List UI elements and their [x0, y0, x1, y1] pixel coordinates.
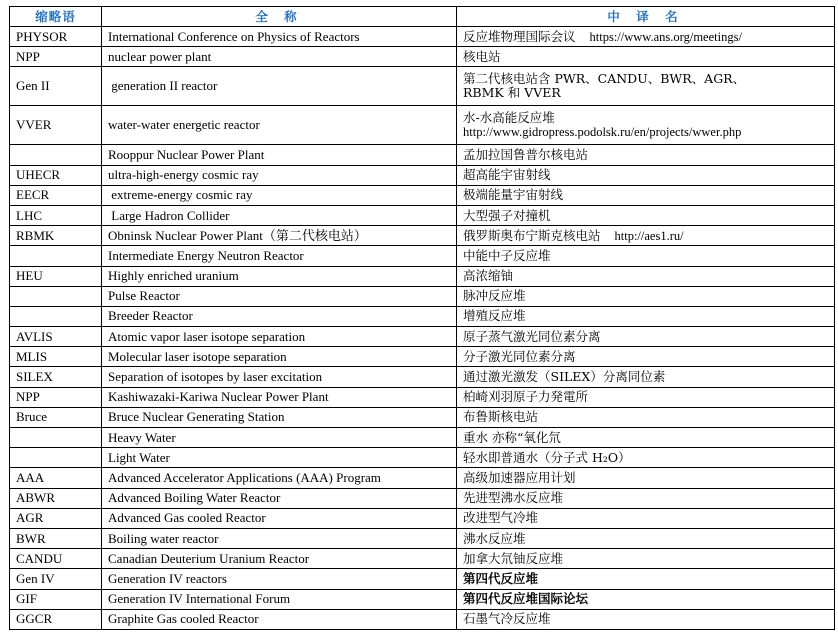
chinese-name-cell — [457, 347, 835, 367]
abbreviation-cell: SILEX — [10, 367, 102, 387]
chinese-name-cell — [457, 488, 835, 508]
chinese-name-cell — [457, 428, 835, 448]
table-row — [10, 27, 835, 47]
chinese-name-cell — [457, 286, 835, 306]
abbreviation-cell: AAA — [10, 468, 102, 488]
chinese-name-cell — [457, 569, 835, 589]
full-name-cell: Intermediate Energy Neutron Reactor — [102, 246, 457, 266]
chinese-name: 先进型沸水反应堆 — [463, 490, 564, 506]
full-name-cell: International Conference on Physics of Reactors — [102, 27, 457, 47]
chinese-name: 水-水高能反应堆 — [463, 110, 555, 126]
full-name-cell: Generation IV reactors — [102, 569, 457, 589]
abbreviation-cell: HEU — [10, 266, 102, 286]
header-row — [10, 7, 835, 27]
glossary-table — [9, 6, 835, 630]
table-row — [10, 468, 835, 488]
full-name-cell: Graphite Gas cooled Reactor — [102, 609, 457, 629]
chinese-name-line-2: http://www.gidropress.podolsk.ru/en/projects/wwer.php — [463, 125, 742, 140]
chinese-name-cell — [457, 27, 835, 47]
abbreviation-cell: NPP — [10, 47, 102, 67]
table-row — [10, 448, 835, 468]
full-name-cell: ultra-high-energy cosmic ray — [102, 165, 457, 185]
full-name-cell: Obninsk Nuclear Power Plant（第二代核电站） — [102, 226, 457, 246]
full-name-cell: Heavy Water — [102, 428, 457, 448]
abbreviation-cell: Gen II — [10, 67, 102, 106]
chinese-name: 高级加速器应用计划 — [463, 469, 576, 485]
abbreviation-cell: RBMK — [10, 226, 102, 246]
chinese-name: 反应堆物理国际会议 — [463, 28, 576, 44]
table-row — [10, 327, 835, 347]
abbreviation-cell: PHYSOR — [10, 27, 102, 47]
table-row — [10, 428, 835, 448]
table-row — [10, 165, 835, 185]
table-row — [10, 407, 835, 427]
chinese-name: 柏崎刈羽原子力発電所 — [463, 389, 589, 405]
table-row — [10, 387, 835, 407]
chinese-name-cell — [457, 528, 835, 548]
abbreviation-cell: GGCR — [10, 609, 102, 629]
abbreviation-cell: BWR — [10, 528, 102, 548]
full-name-cell: Kashiwazaki-Kariwa Nuclear Power Plant — [102, 387, 457, 407]
full-name-cell: Advanced Boiling Water Reactor — [102, 488, 457, 508]
full-name-cell: Generation IV International Forum — [102, 589, 457, 609]
table-row — [10, 589, 835, 609]
chinese-name-cell — [457, 589, 835, 609]
abbreviation-cell: CANDU — [10, 549, 102, 569]
chinese-name: 布鲁斯核电站 — [463, 409, 539, 425]
full-name-cell: Atomic vapor laser isotope separation — [102, 327, 457, 347]
full-name-cell: Separation of isotopes by laser excitation — [102, 367, 457, 387]
chinese-name: 石墨气冷反应堆 — [463, 611, 551, 627]
abbreviation-cell: AVLIS — [10, 327, 102, 347]
table-row — [10, 508, 835, 528]
chinese-name-cell — [457, 609, 835, 629]
table-row — [10, 367, 835, 387]
chinese-name-cell — [457, 306, 835, 326]
chinese-name: 轻水即普通水（分子式 H₂O） — [463, 449, 631, 465]
chinese-name-cell — [457, 508, 835, 528]
full-name-cell: Advanced Accelerator Applications (AAA) Program — [102, 468, 457, 488]
chinese-name-cell — [457, 468, 835, 488]
full-name-cell: extreme-energy cosmic ray — [102, 185, 457, 205]
chinese-name: 高浓缩铀 — [463, 268, 514, 284]
chinese-name-cell — [457, 327, 835, 347]
full-name-cell: generation II reactor — [102, 67, 457, 106]
header-abbreviation: 缩略语 — [10, 7, 102, 27]
table-row — [10, 306, 835, 326]
abbreviation-cell — [10, 428, 102, 448]
chinese-name: 超高能宇宙射线 — [463, 167, 551, 183]
chinese-name-cell — [457, 145, 835, 165]
abbreviation-cell — [10, 246, 102, 266]
table-row — [10, 488, 835, 508]
chinese-name: 改进型气冷堆 — [463, 510, 539, 526]
full-name-cell: Breeder Reactor — [102, 306, 457, 326]
chinese-name-cell — [457, 67, 835, 106]
table-row — [10, 67, 835, 106]
chinese-name-cell — [457, 205, 835, 225]
chinese-name: 第二代核电站含 PWR、CANDU、BWR、AGR、 — [463, 71, 746, 87]
glossary-rows — [10, 27, 835, 630]
reference-url: https://www.ans.org/meetings/ — [589, 29, 742, 44]
chinese-name: 孟加拉国鲁普尔核电站 — [463, 146, 589, 162]
chinese-name: 脉冲反应堆 — [463, 288, 526, 304]
abbreviation-cell: VVER — [10, 106, 102, 145]
table-row — [10, 528, 835, 548]
chinese-name-cell — [457, 106, 835, 145]
full-name-cell: Advanced Gas cooled Reactor — [102, 508, 457, 528]
abbreviation-cell — [10, 448, 102, 468]
chinese-name-cell — [457, 185, 835, 205]
table-row — [10, 347, 835, 367]
table-row — [10, 106, 835, 145]
chinese-name: 加拿大氘铀反应堆 — [463, 550, 564, 566]
chinese-name: 第四代反应堆 — [463, 570, 539, 586]
full-name-cell: nuclear power plant — [102, 47, 457, 67]
chinese-name: 俄罗斯奥布宁斯克核电站 — [463, 227, 601, 243]
chinese-name-cell — [457, 266, 835, 286]
chinese-name-cell — [457, 47, 835, 67]
chinese-name: 中能中子反应堆 — [463, 247, 551, 263]
abbreviation-cell: UHECR — [10, 165, 102, 185]
chinese-name-cell — [457, 165, 835, 185]
chinese-name: 通过激光激发（SILEX）分离同位素 — [463, 369, 666, 385]
table-row — [10, 609, 835, 629]
abbreviation-cell: Gen IV — [10, 569, 102, 589]
header-full-name: 全 称 — [102, 7, 457, 27]
abbreviation-cell: NPP — [10, 387, 102, 407]
abbreviation-cell: ABWR — [10, 488, 102, 508]
full-name-cell: Highly enriched uranium — [102, 266, 457, 286]
full-name-cell: Light Water — [102, 448, 457, 468]
abbreviation-cell: LHC — [10, 205, 102, 225]
table-row — [10, 549, 835, 569]
full-name-cell: Bruce Nuclear Generating Station — [102, 407, 457, 427]
chinese-name-cell — [457, 246, 835, 266]
chinese-name-cell — [457, 367, 835, 387]
chinese-name-cell — [457, 407, 835, 427]
table-row — [10, 185, 835, 205]
abbreviation-cell — [10, 286, 102, 306]
reference-url: http://aes1.ru/ — [614, 228, 684, 243]
chinese-name: 核电站 — [463, 48, 501, 64]
full-name-cell: Molecular laser isotope separation — [102, 347, 457, 367]
chinese-name: 大型强子对撞机 — [463, 207, 551, 223]
chinese-name: 增殖反应堆 — [463, 308, 526, 324]
chinese-name-cell — [457, 387, 835, 407]
chinese-name-cell — [457, 448, 835, 468]
chinese-name: 沸水反应堆 — [463, 530, 526, 546]
chinese-name: 重水 亦称“氧化氘 — [463, 429, 561, 445]
abbreviation-cell — [10, 145, 102, 165]
full-name-cell: water-water energetic reactor — [102, 106, 457, 145]
abbreviation-cell — [10, 306, 102, 326]
table-row — [10, 226, 835, 246]
chinese-name: 第四代反应堆国际论坛 — [463, 591, 589, 607]
abbreviation-cell: AGR — [10, 508, 102, 528]
chinese-name-cell — [457, 549, 835, 569]
chinese-name: 原子蒸气激光同位素分离 — [463, 328, 601, 344]
table-row — [10, 205, 835, 225]
chinese-name-cell — [457, 226, 835, 246]
table-row — [10, 47, 835, 67]
full-name-cell: Rooppur Nuclear Power Plant — [102, 145, 457, 165]
chinese-name: 分子激光同位素分离 — [463, 348, 576, 364]
table-row — [10, 569, 835, 589]
abbreviation-cell: MLIS — [10, 347, 102, 367]
header-chinese-name: 中 译 名 — [457, 7, 835, 27]
full-name-cell: Large Hadron Collider — [102, 205, 457, 225]
abbreviation-cell: Bruce — [10, 407, 102, 427]
table-row — [10, 246, 835, 266]
chinese-name: 极端能量宇宙射线 — [463, 187, 564, 203]
full-name-cell: Canadian Deuterium Uranium Reactor — [102, 549, 457, 569]
table-row — [10, 286, 835, 306]
chinese-name-line-2: RBMK 和 VVER — [463, 85, 561, 101]
table-row — [10, 145, 835, 165]
table-row — [10, 266, 835, 286]
abbreviation-cell: EECR — [10, 185, 102, 205]
full-name-cell: Boiling water reactor — [102, 528, 457, 548]
abbreviation-cell: GIF — [10, 589, 102, 609]
full-name-cell: Pulse Reactor — [102, 286, 457, 306]
